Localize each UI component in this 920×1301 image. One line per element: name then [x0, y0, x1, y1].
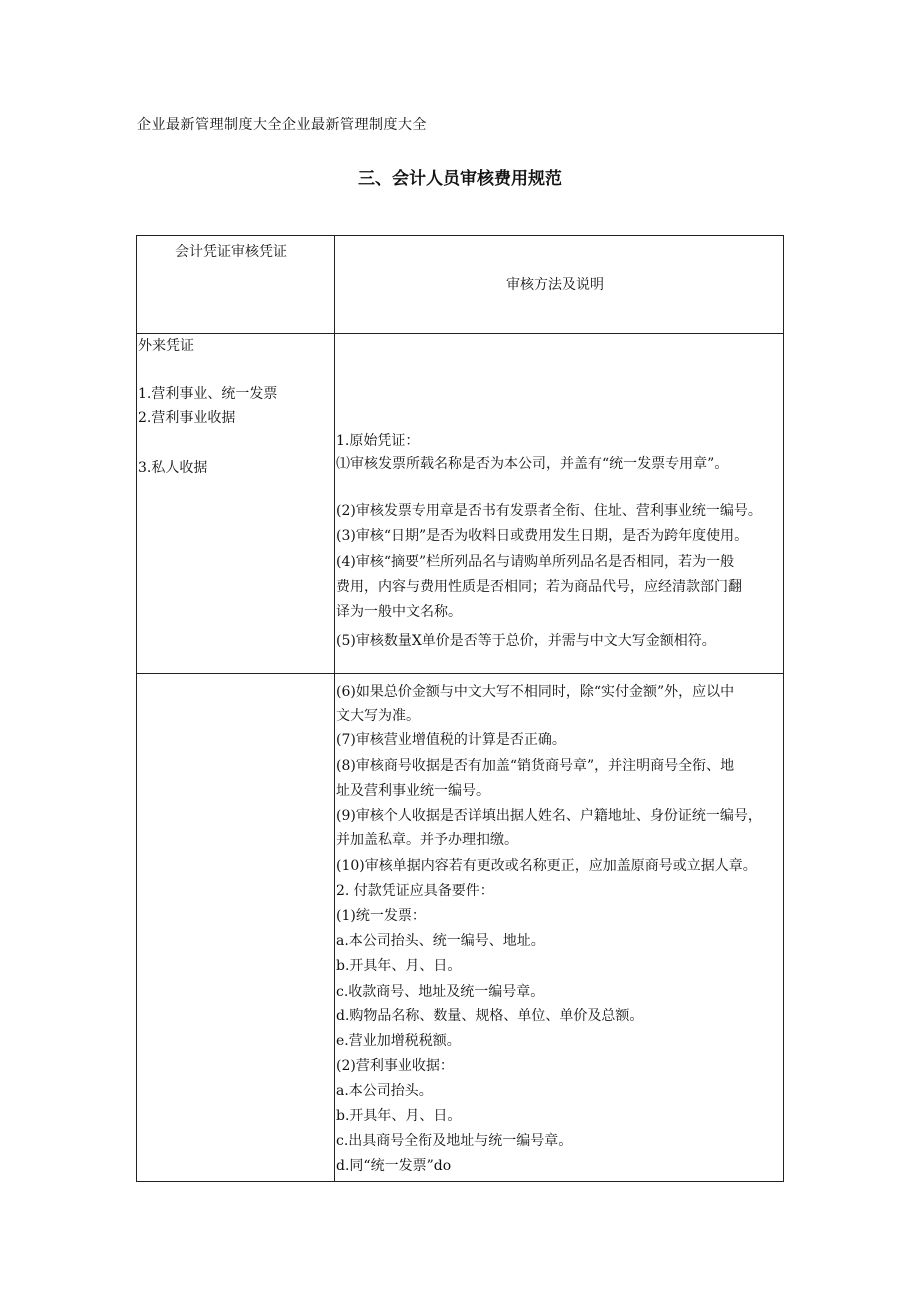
right-line: 费用，内容与费用性质是否相同；若为商品代号，应经清款部门翻 [336, 579, 742, 595]
col2-header: 审核方法及说明 [506, 277, 604, 293]
right-line: c.收款商号、地址及统一编号章。 [336, 984, 545, 1000]
right-line: (6)如果总价金额与中文大写不相同时，除“实付金额”外，应以中 [336, 684, 735, 700]
right-line: (8)审核商号收据是否有加盖“销货商号章”，并注明商号全衔、地 [336, 758, 735, 774]
right-line: (4)审核“摘要”栏所列品名与请购单所列品名是否相同，若为一般 [336, 554, 735, 570]
right-line: (9)审核个人收据是否详填出据人姓名、户籍地址、身份证统一编号， [336, 808, 762, 824]
right-line: ⑴审核发票所载名称是否为本公司，并盖有“统一发票专用章”。 [336, 456, 729, 472]
col1-header: 会计凭证审核凭证 [175, 244, 287, 260]
row-divider [136, 673, 784, 674]
right-line: 文大写为准。 [336, 708, 420, 724]
right-line: b.开具年、月、日。 [336, 958, 462, 974]
document-header: 企业最新管理制度大全企业最新管理制度大全 [137, 117, 427, 133]
page-title: 三、会计人员审核费用规范 [358, 169, 562, 189]
right-line: 1.原始凭证： [336, 433, 420, 449]
left-line: 3.私人收据 [138, 460, 208, 476]
left-line: 2.营利事业收据 [138, 410, 236, 426]
right-line: (3)审核“日期”是否为收料日或费用发生日期，是否为跨年度使用。 [336, 528, 749, 544]
right-line: e.营业加增税税额。 [336, 1033, 461, 1049]
header-divider [136, 333, 784, 334]
right-line: d.购物品名称、数量、规格、单位、单价及总额。 [336, 1008, 644, 1024]
right-line: a.本公司抬头。 [336, 1083, 433, 1099]
right-line: b.开具年、月、日。 [336, 1108, 462, 1124]
right-line: 并加盖私章。并予办理扣缴。 [336, 832, 518, 848]
right-line: a.本公司抬头、统一编号、地址。 [336, 933, 545, 949]
column-divider [334, 235, 335, 1182]
right-line: (7)审核营业增值税的计算是否正确。 [336, 732, 566, 748]
right-line: (1)统一发票： [336, 908, 426, 924]
right-line: d.同“统一发票”do [336, 1158, 452, 1174]
right-line: 译为一般中文名称。 [336, 604, 462, 620]
right-line: (10)审核单据内容若有更改或名称更正，应加盖原商号或立据人章。 [336, 858, 757, 874]
right-line: c.出具商号全衔及地址与统一编号章。 [336, 1133, 573, 1149]
right-line: (2)审核发票专用章是否书有发票者全衔、住址、营利事业统一编号。 [336, 503, 762, 519]
right-line: 址及营利事业统一编号。 [336, 783, 490, 799]
right-line: (5)审核数量X单价是否等于总价，并需与中文大写金额相符。 [336, 633, 716, 649]
right-line: (2)营利事业收据： [336, 1058, 454, 1074]
left-line: 外来凭证 [138, 338, 194, 354]
left-line: 1.营利事业、统一发票 [138, 386, 278, 402]
right-line: 2. 付款凭证应具备要件： [336, 883, 494, 899]
